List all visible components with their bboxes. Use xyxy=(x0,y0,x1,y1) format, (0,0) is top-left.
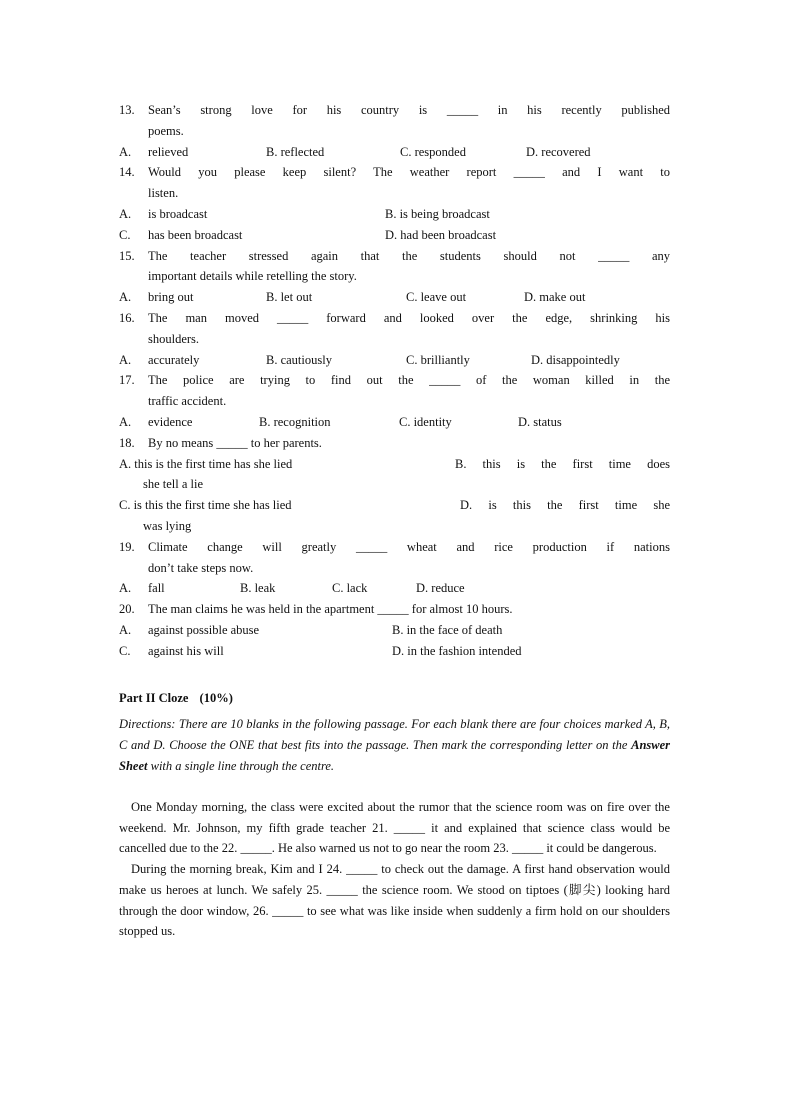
question-text: The police are trying to find out the _____ of the woman killed in the xyxy=(148,373,670,388)
question-number: 14. xyxy=(119,165,135,180)
option-d[interactable]: D. recovered xyxy=(526,144,591,159)
options-row xyxy=(119,225,670,246)
option-a[interactable]: relieved xyxy=(148,144,189,159)
exam-page xyxy=(119,100,670,942)
answer-sheet-label: Answer Sheet xyxy=(119,738,671,773)
question-18 xyxy=(119,433,670,537)
option-b-cont: she tell a lie xyxy=(143,477,204,492)
question-number: 15. xyxy=(119,248,135,263)
option-d[interactable]: D. had been broadcast xyxy=(385,227,497,242)
option-a-letter: A. xyxy=(119,206,132,221)
option-a[interactable]: fall xyxy=(148,581,165,596)
question-number: 17. xyxy=(119,373,135,388)
option-a[interactable]: evidence xyxy=(148,414,193,429)
option-a[interactable]: is broadcast xyxy=(148,206,208,221)
options-row xyxy=(119,454,670,475)
question-15 xyxy=(119,246,670,308)
option-c[interactable]: C. lack xyxy=(332,581,368,596)
option-a-letter: A. xyxy=(119,144,132,159)
option-c-letter: C. xyxy=(119,643,131,658)
section-title-text: Part II Cloze xyxy=(119,690,189,705)
options-row xyxy=(119,495,670,516)
options-row xyxy=(119,620,670,641)
question-text-cont: shoulders. xyxy=(148,331,200,346)
option-a[interactable]: accurately xyxy=(148,352,200,367)
option-c[interactable]: C. identity xyxy=(399,414,452,429)
directions-text: Directions: There are 10 blanks in the following passage. For each blank there are four choices marked A, B, C and D. Choose the ONE that best fits into the passage. Then mark the corresponding letter on the xyxy=(119,717,670,753)
option-d[interactable]: D. reduce xyxy=(416,581,465,596)
option-d[interactable]: D. make out xyxy=(524,290,586,305)
option-a-letter: A. xyxy=(119,581,132,596)
question-number: 16. xyxy=(119,310,135,325)
question-text: Would you please keep silent? The weather report _____ and I want to xyxy=(148,165,670,180)
passage-paragraph: One Monday morning, the class were excited about the rumor that the science room was on fire over the weekend. Mr. Johnson, my fifth grade teacher 21. _____ it and explained that science class would be cancelled due to the 22. _____. He also warned us not to go near the room 23. _____ it could be dangerous. xyxy=(119,799,670,856)
question-13 xyxy=(119,100,670,162)
options-row xyxy=(119,641,670,662)
question-19 xyxy=(119,537,670,599)
option-a[interactable]: bring out xyxy=(148,290,194,305)
option-a[interactable]: A. this is the first time has she lied xyxy=(119,456,293,471)
option-c[interactable]: has been broadcast xyxy=(148,227,243,242)
question-14 xyxy=(119,162,670,245)
question-text-cont: don’t take steps now. xyxy=(148,560,254,575)
option-d-cont: was lying xyxy=(143,518,192,533)
option-b[interactable]: B. is being broadcast xyxy=(385,206,490,221)
question-text-cont: important details while retelling the story. xyxy=(148,269,357,284)
question-text: The man moved _____ forward and looked over the edge, shrinking his xyxy=(148,310,670,325)
option-c-letter: C. xyxy=(119,227,131,242)
question-number: 19. xyxy=(119,539,135,554)
option-a-letter: A. xyxy=(119,622,132,637)
question-17 xyxy=(119,370,670,432)
option-b[interactable]: B. leak xyxy=(240,581,276,596)
question-16 xyxy=(119,308,670,370)
option-b[interactable]: B. cautiously xyxy=(266,352,332,367)
option-d[interactable]: D. disappointedly xyxy=(531,352,620,367)
option-c[interactable]: C. leave out xyxy=(406,290,467,305)
question-text-cont: listen. xyxy=(148,186,179,201)
passage-paragraph: During the morning break, Kim and I 24. _____ to check out the damage. A first hand observation would make us heroes at lunch. We safely 25. _____ the science room. We stood on tiptoes (脚尖) looking hard through the door window, 26. _____ to see what was like inside when suddenly a firm hold on our shoulders stopped us. xyxy=(119,862,670,939)
option-a-letter: A. xyxy=(119,290,132,305)
options-row xyxy=(119,412,670,433)
options-row xyxy=(119,350,670,371)
question-text: Sean’s strong love for his country is _____ in his recently published xyxy=(148,103,670,117)
question-text: The man claims he was held in the apartment _____ for almost 10 hours. xyxy=(148,602,513,617)
section-title xyxy=(119,688,670,709)
cloze-passage xyxy=(119,797,670,943)
question-text: Climate change will greatly _____ wheat and rice production if nations xyxy=(148,539,670,554)
options-row xyxy=(119,287,670,308)
option-a[interactable]: against possible abuse xyxy=(148,622,260,637)
question-20 xyxy=(119,599,670,661)
option-a-letter: A. xyxy=(119,414,132,429)
question-text-cont: poems. xyxy=(148,123,184,138)
option-b[interactable]: B. recognition xyxy=(259,414,331,429)
option-b[interactable]: B. in the face of death xyxy=(392,622,503,637)
section-percent: (10%) xyxy=(199,690,233,705)
directions xyxy=(119,714,670,776)
option-d[interactable]: D. in the fashion intended xyxy=(392,643,522,658)
options-row xyxy=(119,578,670,599)
option-c[interactable]: C. is this the first time she has lied xyxy=(119,498,292,513)
option-d[interactable]: D. status xyxy=(518,414,562,429)
option-d[interactable]: D. is this the first time she xyxy=(460,498,670,513)
question-text: The teacher stressed again that the students should not _____ any xyxy=(148,248,670,263)
question-text-cont: traffic accident. xyxy=(148,394,227,409)
directions-text-end: with a single line through the centre. xyxy=(150,758,335,773)
option-c[interactable]: C. brilliantly xyxy=(406,352,470,367)
question-number: 13. xyxy=(119,103,135,117)
option-b[interactable]: B. this is the first time does xyxy=(455,456,670,471)
option-b[interactable]: B. reflected xyxy=(266,144,325,159)
option-a-letter: A. xyxy=(119,352,132,367)
question-number: 20. xyxy=(119,602,135,617)
option-c[interactable]: C. responded xyxy=(400,144,466,159)
question-text: By no means _____ to her parents. xyxy=(148,435,322,450)
question-number: 18. xyxy=(119,435,135,450)
option-c[interactable]: against his will xyxy=(148,643,224,658)
options-row xyxy=(119,142,670,163)
option-b[interactable]: B. let out xyxy=(266,290,313,305)
options-row xyxy=(119,204,670,225)
